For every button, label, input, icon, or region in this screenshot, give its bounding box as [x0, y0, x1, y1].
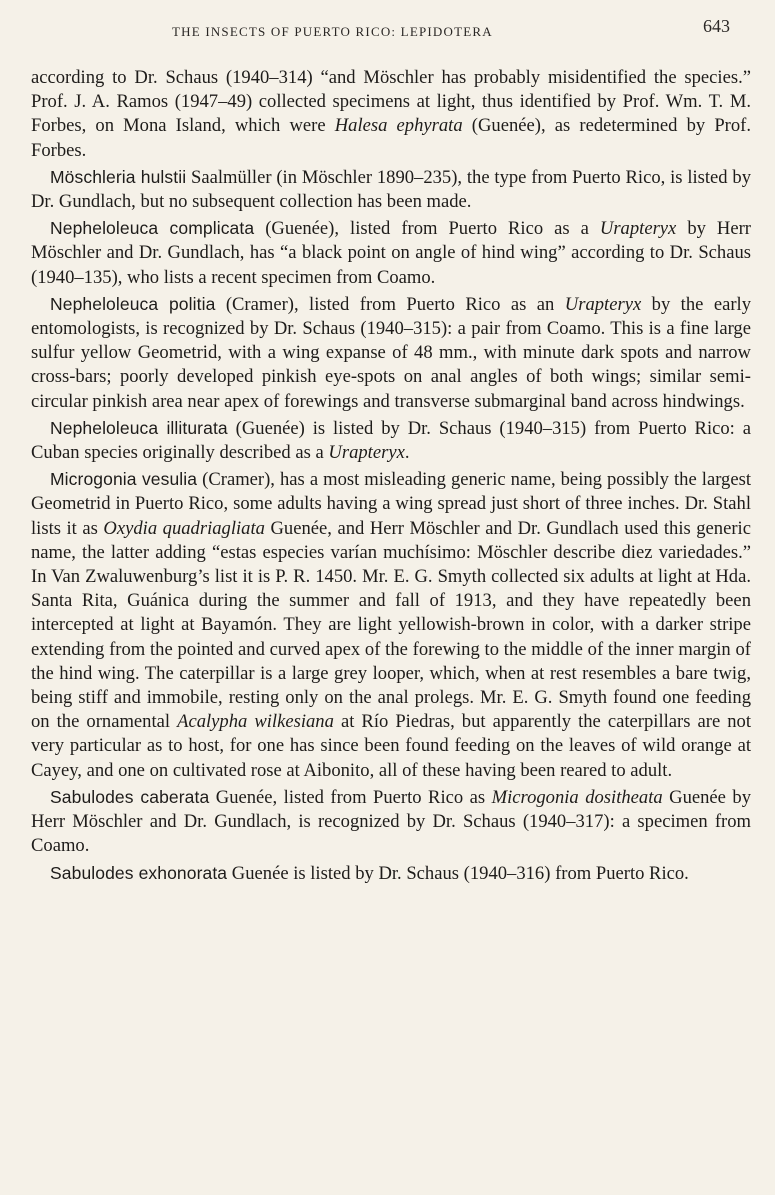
species-name: Sabulodes caberata	[50, 786, 210, 807]
paragraph-text: (Cramer), listed from Puerto Rico as an	[215, 293, 565, 315]
paragraph-text: at Río Piedras, but apparently the caterpillars are not very particular as to host, for one has since been found feeding on the leaves of wild orange at Cayey, and one on cultivated rose at Aibonito, all of these having been reared to adult.	[31, 711, 752, 781]
paragraph	[31, 165, 751, 214]
paragraph-text: Guenée, and Herr Möschler and Dr. Gundlach used this generic name, the latter adding “estas especies varían muchísimo: Möschler describe diez variedades.” In Van Zwaluwenburg’s list it is P. R. 1450. Mr. E. G. Smyth collected six adults at light at Hda. Santa Rita, Guánica during the summer and fall of 1913, and they have repeatedly been intercepted at light at Bayamón. They are light yellowish-brown in color, with a darker stripe extending from the pointed and curved apex of the forewing to the middle of the inner margin of the hind wing. The caterpillar is a large grey looper, which, when at rest resembles a bare twig, being stiff and immobile, resting only on the anal prolegs. Mr. E. G. Smyth found one feeding on the ornamental	[31, 517, 751, 733]
paragraph-text: by Herr Möschler and Dr. Gundlach, has “a black point on angle of hind wing” according to Dr. Schaus (1940–135), who lists a recent specimen from Coamo.	[31, 218, 751, 288]
paragraph	[31, 416, 751, 465]
italic-taxon: Halesa ephyrata	[334, 115, 463, 137]
species-name: Sabulodes exhonorata	[50, 862, 228, 883]
species-name: Nepheloleuca complicata	[50, 218, 255, 239]
paragraph-text: Guenée by Herr Möschler and Dr. Gundlach, is recognized by Dr. Schaus (1940–317): a specimen from Coamo.	[31, 786, 751, 857]
species-name: Microgonia vesulia	[50, 469, 198, 490]
italic-taxon: Acalypha wilkesiana	[177, 711, 334, 733]
body-text	[31, 66, 751, 888]
italic-taxon: Microgonia dositheata	[491, 786, 663, 808]
paragraph	[31, 785, 751, 859]
running-head: THE INSECTS OF PUERTO RICO: LEPIDOTERA	[172, 24, 493, 39]
paragraph	[31, 66, 751, 163]
italic-taxon: Urapteryx	[328, 442, 405, 464]
page-header	[0, 14, 775, 44]
paragraph-text: according to Dr. Schaus (1940–314) “and Möschler has probably misidentified the species.” Prof. J. A. Ramos (1947–49) collected specimens at light, thus identified by Prof. Wm. T. M. Forbes, on Mona Island, which were	[31, 67, 751, 137]
paragraph-text: (Guenée), listed from Puerto Rico as a	[254, 218, 600, 240]
paragraph-text: Saalmüller (in Möschler 1890–235), the type from Puerto Rico, is listed by Dr. Gundlach, but no subsequent collection has been made.	[31, 166, 752, 213]
paragraph-text: Guenée is listed by Dr. Schaus (1940–316) from Puerto Rico.	[227, 862, 689, 884]
paragraph-text: by the early entomologists, is recognized by Dr. Schaus (1940–315): a pair from Coamo. This is a fine large sulfur yellow Geometrid, with a wing expanse of 48 mm., with minute dark spots and narrow cross-bars; poorly developed pinkish eye-spots on anal angles of both wings; similar semi-circular pinkish area near apex of forewings and transverse submarginal band across hindwings.	[31, 293, 751, 412]
species-name: Nepheloleuca illiturata	[50, 417, 228, 438]
paragraph-text: .	[404, 442, 410, 464]
paragraph	[31, 861, 751, 886]
paragraph	[31, 292, 751, 414]
italic-taxon: Urapteryx	[564, 293, 642, 315]
species-name: Möschleria hulstii	[50, 166, 187, 187]
page-number: 643	[703, 16, 730, 36]
paragraph-text: (Guenée) is listed by Dr. Schaus (1940–315) from Puerto Rico: a Cuban species originally described as a	[31, 417, 751, 464]
paragraph-text: (Cramer), has a most misleading generic name, being possibly the largest Geometrid in Puerto Rico, some adults having a wing spread just short of three inches. Dr. Stahl lists it as	[31, 469, 751, 539]
italic-taxon: Urapteryx	[599, 218, 677, 240]
paragraph	[31, 467, 751, 783]
paragraph	[31, 216, 751, 290]
paragraph-text: Guenée, listed from Puerto Rico as	[209, 786, 492, 808]
paragraph-text: (Guenée), as redetermined by Prof. Forbes.	[31, 115, 751, 161]
species-name: Nepheloleuca politia	[50, 293, 216, 314]
italic-taxon: Oxydia quadriagliata	[103, 517, 265, 539]
